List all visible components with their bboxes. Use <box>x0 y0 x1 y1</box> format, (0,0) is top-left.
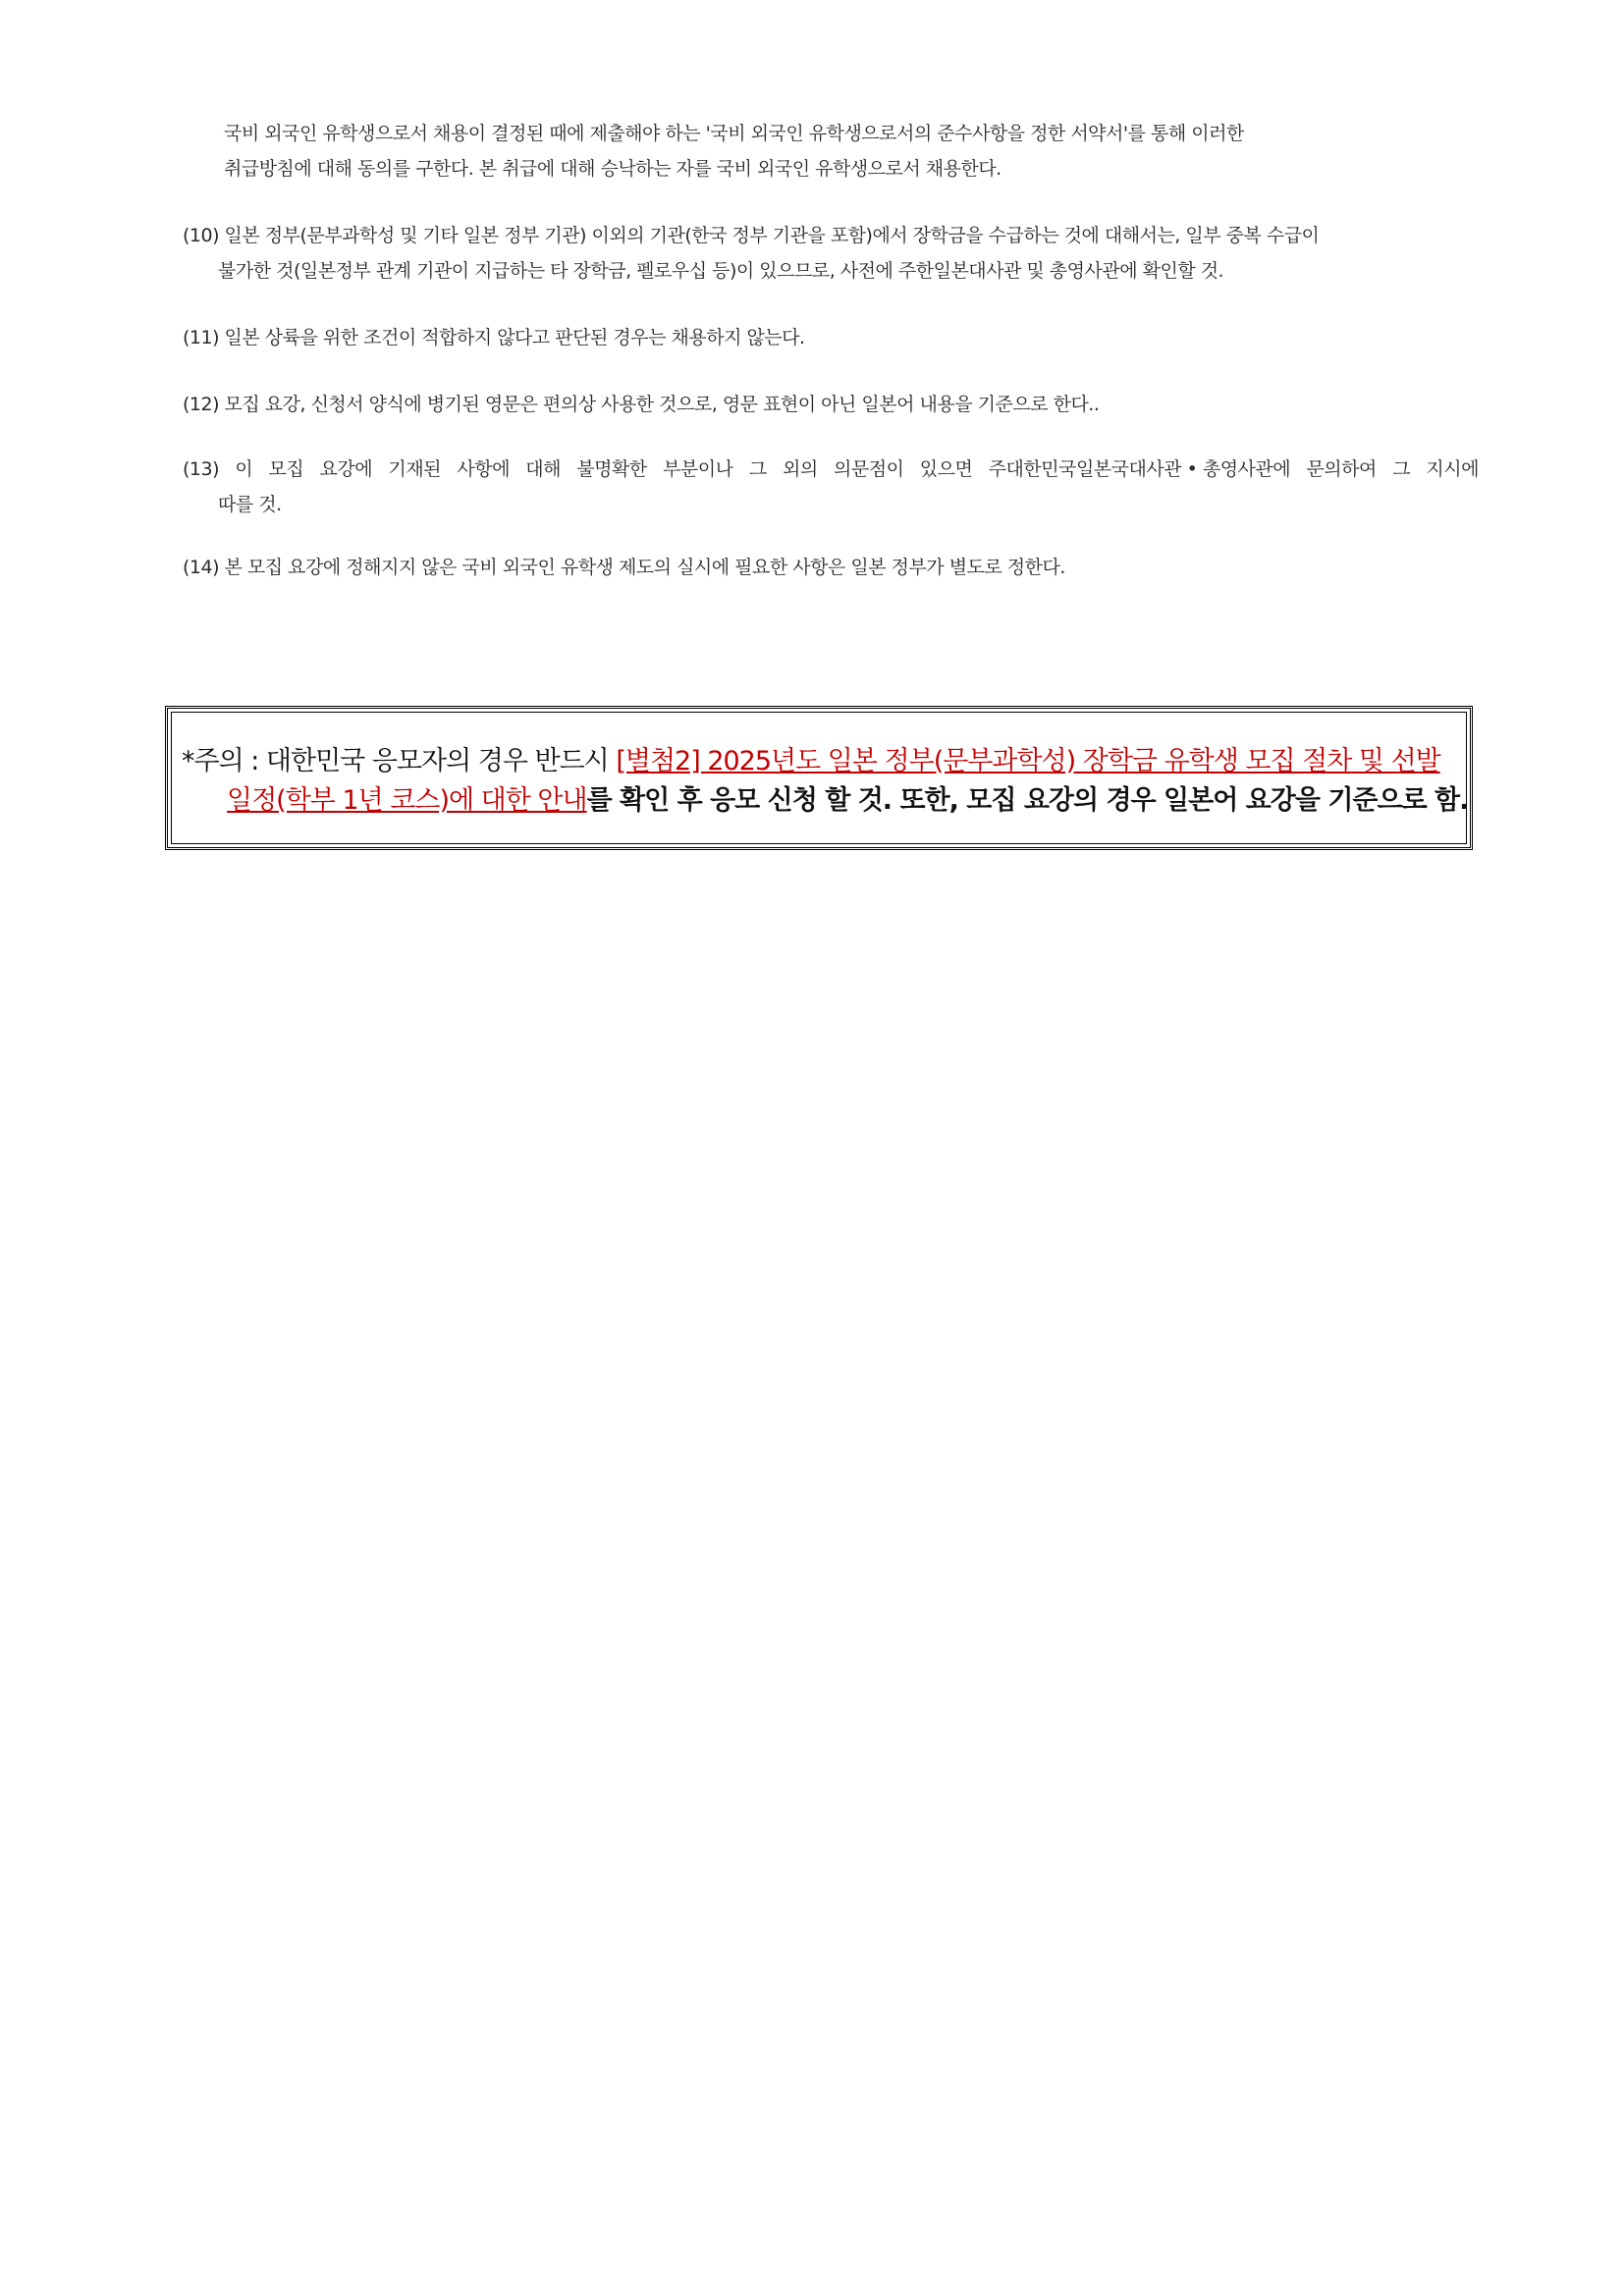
notice-line-2 <box>182 781 1469 821</box>
word: 사항에 <box>457 458 510 480</box>
text-line: 취급방침에 대해 동의를 구한다. 본 취급에 대해 승낙하는 자를 국비 외국인 유학생으로서 채용한다. <box>224 158 1001 180</box>
word: 기재된 <box>388 458 442 480</box>
attachment-reference-link[interactable]: [별첨2] 2025년도 일본 정부(문부과학성) 장학금 유학생 모집 절차 및 선발 <box>616 746 1440 776</box>
text-line: (12) 모집 요강, 신청서 양식에 병기된 영문은 편의상 사용한 것으로, 영문 표현이 아닌 일본어 내용을 기준으로 한다.. <box>183 394 1100 415</box>
word: 모집 <box>268 458 304 480</box>
word: 요강에 <box>319 458 373 480</box>
item-11 <box>183 320 1479 355</box>
notice-box <box>165 706 1473 850</box>
notice-suffix: 를 확인 후 응모 신청 할 것. 또한, 모집 요강의 경우 일본어 요강을 기준으로 함. <box>586 785 1469 816</box>
word: 대해 <box>525 458 561 480</box>
item-14 <box>183 550 1479 585</box>
text-line: (10) 일본 정부(문부과학성 및 기타 일본 정부 기관) 이외의 기관(한국 정부 기관을 포함)에서 장학금을 수급하는 것에 대해서는, 일부 중복 수급이 <box>183 225 1320 246</box>
word: 외의 <box>782 458 818 480</box>
word: 있으면 <box>919 458 973 480</box>
notice-prefix: *주의 : 대한민국 응모자의 경우 반드시 <box>182 746 617 776</box>
word: 그 <box>1392 458 1411 480</box>
item-13 <box>183 452 1479 522</box>
notice-line-1 <box>182 742 1458 781</box>
item-10 <box>183 218 1479 289</box>
word: 지시에 <box>1426 458 1479 480</box>
justified-line <box>183 452 1479 487</box>
word: 의문점이 <box>834 458 904 480</box>
item-12 <box>183 387 1479 422</box>
word: 부분이나 <box>663 458 733 480</box>
word: 이 <box>235 458 253 480</box>
notice-text <box>182 742 1469 821</box>
text-line: 따를 것. <box>218 494 282 515</box>
paragraph-continuation <box>224 116 1451 187</box>
word: (13) <box>183 458 220 480</box>
word: 불명확한 <box>576 458 647 480</box>
text-line: 불가한 것(일본정부 관계 기관이 지급하는 타 장학금, 펠로우십 등)이 있으므로, 사전에 주한일본대사관 및 총영사관에 확인할 것. <box>218 260 1224 282</box>
word: 문의하여 <box>1306 458 1377 480</box>
text-line: 국비 외국인 유학생으로서 채용이 결정된 때에 제출해야 하는 '국비 외국인 유학생으로서의 준수사항을 정한 서약서'를 통해 이러한 <box>224 123 1244 144</box>
word: 그 <box>748 458 767 480</box>
word: 주대한민국일본국대사관 • 총영사관에 <box>988 458 1291 480</box>
attachment-reference-link-continued[interactable]: 일정(학부 1년 코스)에 대한 안내 <box>227 785 587 816</box>
text-line: (14) 본 모집 요강에 정해지지 않은 국비 외국인 유학생 제도의 실시에 필요한 사항은 일본 정부가 별도로 정한다. <box>183 557 1065 578</box>
text-line: (11) 일본 상륙을 위한 조건이 적합하지 않다고 판단된 경우는 채용하지 않는다. <box>183 327 805 348</box>
